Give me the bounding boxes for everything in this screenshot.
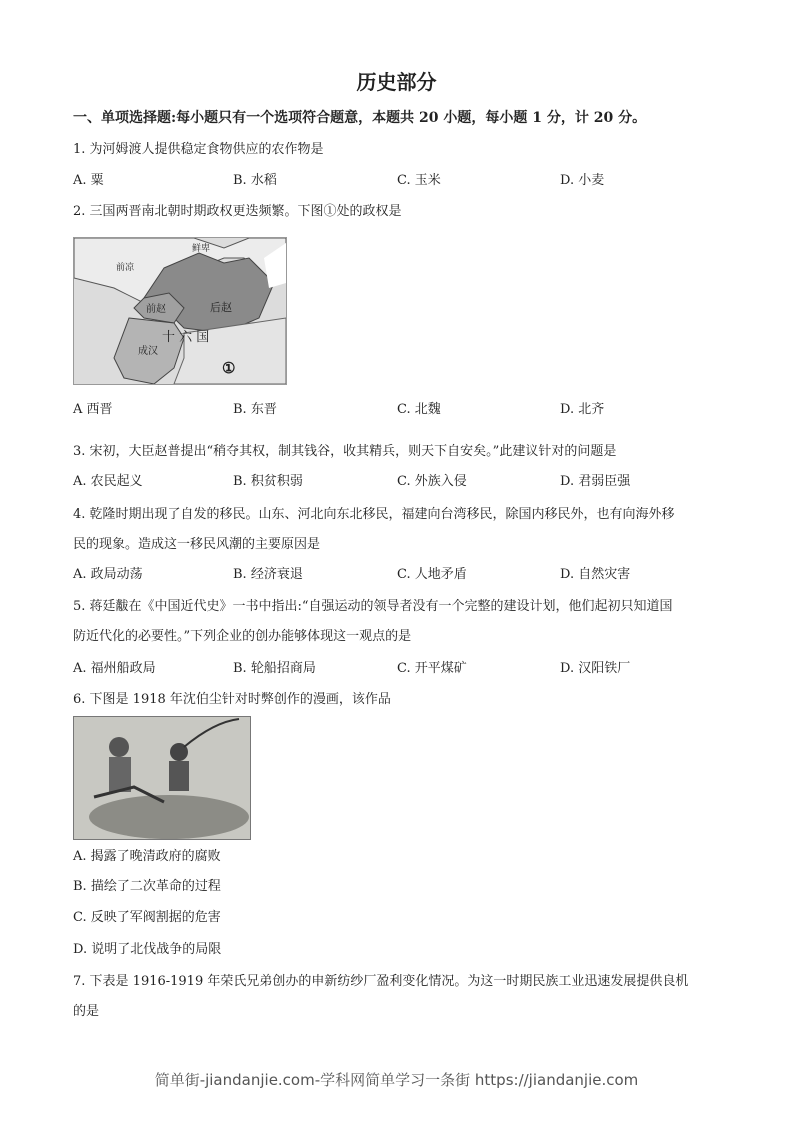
option: C. 外族入侵 <box>397 474 467 489</box>
option: B. 轮船招商局 <box>233 661 316 676</box>
option: D. 自然灾害 <box>560 567 631 582</box>
option: D. 北齐 <box>560 402 605 417</box>
question-5-cont: 防近代化的必要性。”下列企业的创办能够体现这一观点的是 <box>73 629 412 644</box>
option: A 西晋 <box>73 402 113 417</box>
option: B. 水稻 <box>233 173 277 188</box>
option: A. 政局动荡 <box>73 567 143 582</box>
question-2: 2. 三国两晋南北朝时期政权更迭频繁。下图①处的政权是 <box>73 204 402 219</box>
option: C. 玉米 <box>397 173 441 188</box>
question-4: 4. 乾隆时期出现了自发的移民。山东、河北向东北移民，福建向台湾移民，除国内移民外，也有向海外移 <box>73 507 675 522</box>
option: A. 粟 <box>73 173 104 188</box>
option: C. 开平煤矿 <box>397 661 467 676</box>
option: A. 农民起义 <box>73 474 143 489</box>
map-label-qianliang: 前凉 <box>116 263 135 273</box>
question-7: 7. 下表是 1916-1919 年荣氏兄弟创办的申新纺纱厂盈利变化情况。为这一时期民族工业迅速发展提供良机 <box>73 974 689 989</box>
question-5: 5. 蒋廷黻在《中国近代史》一书中指出:“自强运动的领导者没有一个完整的建设计划，他们起初只知道国 <box>73 599 673 614</box>
option: D. 小麦 <box>560 173 605 188</box>
question-6: 6. 下图是 1918 年沈伯尘针对时弊创作的漫画，该作品 <box>73 692 391 707</box>
option: B. 描绘了二次革命的过程 <box>73 879 221 894</box>
option: D. 说明了北伐战争的局限 <box>73 942 222 957</box>
map-label-houzhao: 后赵 <box>210 301 232 314</box>
sixteen-kingdoms-map <box>73 237 287 385</box>
option: D. 汉阳铁厂 <box>560 661 631 676</box>
question-3: 3. 宋初，大臣赵普提出“稍夺其权，制其钱谷，收其精兵，则天下自安矣。”此建议针对的问题是 <box>73 444 617 459</box>
map-marker-1: ① <box>222 359 236 377</box>
option: B. 东晋 <box>233 402 277 417</box>
page-title: 历史部分 <box>356 70 437 94</box>
question-7-cont: 的是 <box>73 1004 100 1019</box>
map-label-xianbei: 鲜卑 <box>192 244 211 254</box>
map-label-chenghan: 成汉 <box>138 346 158 357</box>
option: C. 人地矛盾 <box>397 567 467 582</box>
option: A. 福州船政局 <box>73 661 156 676</box>
question-1: 1. 为河姆渡人提供稳定食物供应的农作物是 <box>73 142 324 157</box>
option: B. 经济衰退 <box>233 567 303 582</box>
question-4-cont: 民的现象。造成这一移民风潮的主要原因是 <box>73 537 321 552</box>
footer-watermark: 简单街-jiandanjie.com-学科网简单学习一条街 https://jiandanjie.com <box>154 1071 639 1089</box>
option: C. 北魏 <box>397 402 441 417</box>
cartoon-image <box>73 716 251 840</box>
section-heading: 一、单项选择题:每小题只有一个选项符合题意，本题共 20 小题，每小题 1 分，计 20 分。 <box>73 110 647 126</box>
map-label-qianzhao: 前赵 <box>146 304 166 315</box>
option: D. 君弱臣强 <box>560 474 631 489</box>
option: A. 揭露了晚清政府的腐败 <box>73 849 221 864</box>
option: B. 积贫积弱 <box>233 474 303 489</box>
map-label-shiliuguo: 十 六 国 <box>162 330 210 345</box>
option: C. 反映了军阀割据的危害 <box>73 910 221 925</box>
